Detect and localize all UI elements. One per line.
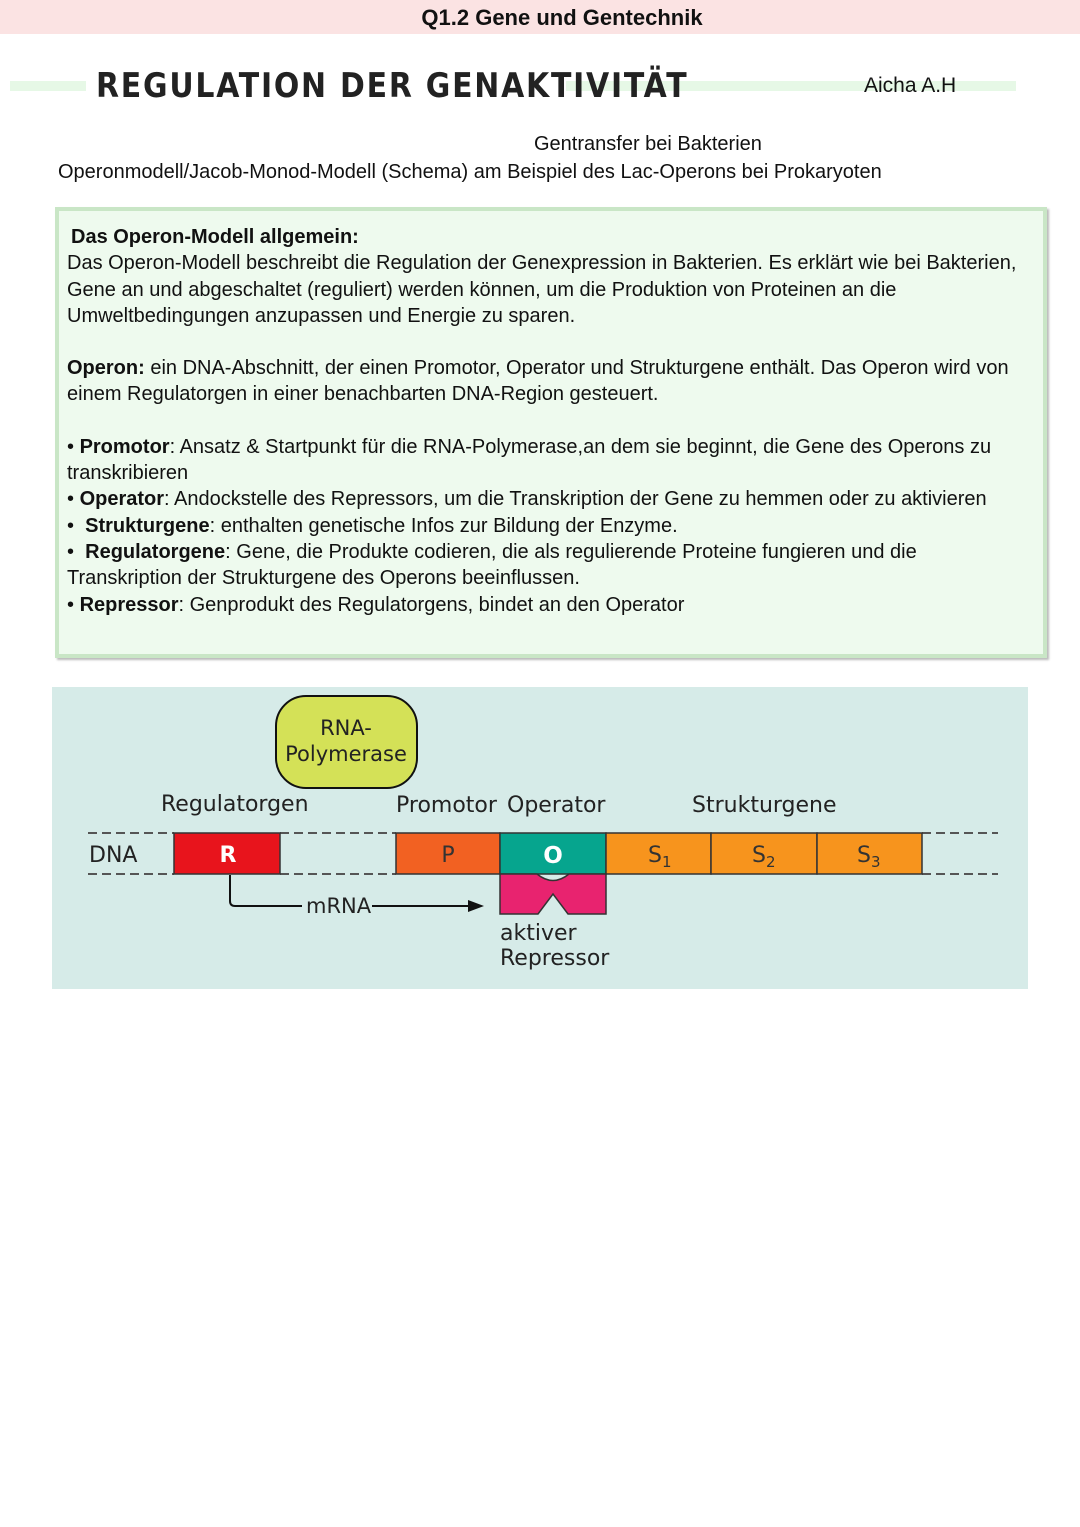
segment-s3-label: $S_3$ xyxy=(857,843,881,871)
label-dna: DNA xyxy=(89,843,138,868)
text-repressor: : Genprodukt des Regulatorgens, bindet an den Operator xyxy=(178,593,685,616)
list-item-operator: • Operator: Andockstelle des Repressors, um die Transkription der Gene zu hemmen oder zu aktivieren xyxy=(67,488,987,511)
label-regulatorgen: Regulatorgen xyxy=(161,792,309,817)
list-item-regulatorgene: • Regulatorgene: Gene, die Produkte codieren, die als regulierende Proteine fungieren und die Transkription der Strukturgene des Operons beeinflussen. xyxy=(67,540,917,590)
term-operator: Operator xyxy=(79,488,165,511)
term-strukturgene: Strukturgene xyxy=(85,514,210,537)
subtitle-topic: Gentransfer bei Bakterien xyxy=(534,133,762,155)
label-promotor: Promotor xyxy=(396,793,497,818)
page-title: REGULATION DER GENAKTIVITÄT xyxy=(96,66,689,106)
mrna-arrow-head xyxy=(468,900,484,912)
segment-operator-label: O xyxy=(543,843,563,869)
course-title: Q1.2 Gene und Gentechnik xyxy=(421,5,703,30)
list-item-strukturgene: • Strukturgene: enthalten genetische Infos zur Bildung der Enzyme. xyxy=(67,514,678,537)
polymerase-label-line2: Polymerase xyxy=(285,742,407,766)
text-strukturgene: : enthalten genetische Infos zur Bildung der Enzyme. xyxy=(209,514,678,537)
title-underline-left xyxy=(10,81,86,91)
list-item-repressor: • Repressor: Genprodukt des Regulatorgens, bindet an den Operator xyxy=(67,593,685,616)
repressor-label-line1: aktiver xyxy=(500,921,577,946)
label-mrna: mRNA xyxy=(306,894,372,918)
operon-diagram xyxy=(52,687,1028,989)
segment-regulator-label: R xyxy=(219,843,237,868)
operon-info-box xyxy=(55,207,1047,658)
label-strukturgene: Strukturgene xyxy=(692,793,837,818)
segment-s1-label: $S_1$ xyxy=(648,843,672,871)
author-name: Aicha A.H xyxy=(864,74,957,97)
text-promotor: : Ansatz & Startpunkt für die RNA-Polymerase,an dem sie beginnt, die Gene des Operons zu transkribieren xyxy=(67,435,992,485)
text-operator: : Andockstelle des Repressors, um die Transkription der Gene zu hemmen oder zu aktivieren xyxy=(164,488,987,511)
info-heading: Das Operon-Modell allgemein: xyxy=(71,226,359,248)
term-repressor: Repressor xyxy=(79,593,179,616)
segment-promotor-label: P xyxy=(441,843,455,868)
info-intro: Das Operon-Modell beschreibt die Regulation der Genexpression in Bakterien. Es erklärt wie bei Bakterien, Gene an und abgeschaltet (reguliert) werden können, um die Produktion von Proteinen an die Umweltbedingungen anzupassen und Energie zu sparen. xyxy=(67,252,1017,327)
term-promotor: Promotor xyxy=(79,435,170,458)
operon-definition xyxy=(67,355,1035,408)
label-operator: Operator xyxy=(507,793,606,818)
operon-diagram-svg xyxy=(52,687,1028,989)
term-regulatorgene: Regulatorgene xyxy=(85,540,226,563)
segment-s2-label: $S_2$ xyxy=(752,843,776,871)
repressor-label-line2: Repressor xyxy=(500,946,610,971)
active-repressor-shape xyxy=(500,874,606,914)
text-regulatorgene: : Gene, die Produkte codieren, die als regulierende Proteine fungieren und die Transkription der Strukturgene des Operons beeinflussen. xyxy=(67,540,917,590)
operon-term: Operon: xyxy=(67,357,145,380)
polymerase-label-line1: RNA- xyxy=(320,716,372,740)
subtitle-model: Operonmodell/Jacob-Monod-Modell (Schema) am Beispiel des Lac-Operons bei Prokaryoten xyxy=(58,161,882,183)
operon-text: ein DNA-Abschnitt, der einen Promotor, Operator und Strukturgene enthält. Das Operon wird von einem Regulatorgen in einer benachbarten DNA-Region gesteuert. xyxy=(67,357,1009,406)
mrna-path xyxy=(230,875,302,906)
list-item-promotor: • Promotor: Ansatz & Startpunkt für die RNA-Polymerase,an dem sie beginnt, die Gene des Operons zu transkribieren xyxy=(67,435,992,485)
